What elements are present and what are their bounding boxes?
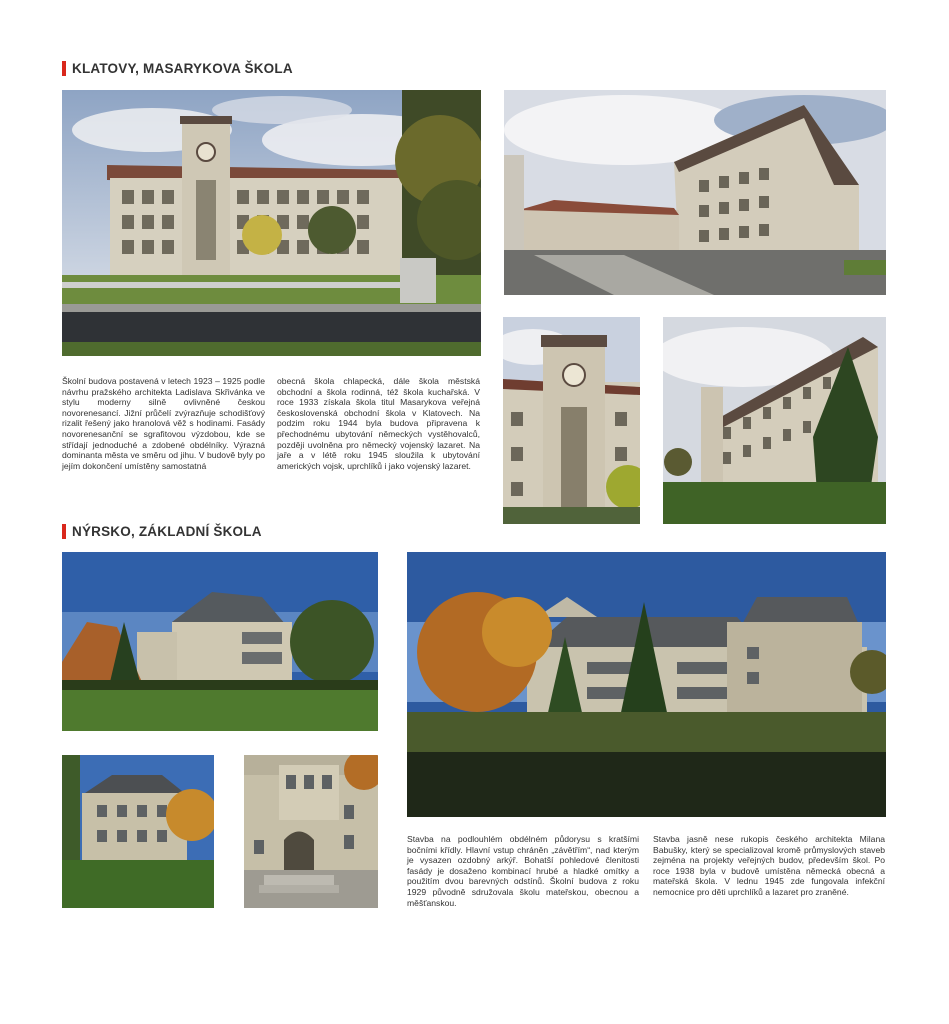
section1-text-right: obecná škola chlapecká, dále škola městská obchodní a škola rodinná, též škola kuchařská. V roce 1933 získala škola titul Masarykova veřejná československá obchodní škola v Klatovech. Na podzim roku 1944 byla budova připravena k přechodnému ubytování německých vystěhovalců, později uvolněna pro německý vojenský lazaret. Na jaře a v létě roku 1945 sloužila k ubytování amerických vojsk, uprchlíků i jako vojenský lazaret. — [277, 376, 480, 471]
photo-nyrsko-school-front-small — [62, 755, 214, 908]
section1-text-left: Školní budova postavená v letech 1923 – 1925 podle návrhu pražského architekta Ladislava Skřivánka ve stylu moderny silně ovlivněné českou novorenesancí. Jižní průčelí zvýrazňuje schodišťový rizalit řešený jako hranolová věž s hodinami. Fasády novorenesanční se sgrafitovou výzdobou, kde se střídají jednoduché a zdobené obdélníky. Výrazná dominanta města ve směru od jihu. V budově byly po jejím dokončení umístěny samostatná — [62, 376, 265, 471]
section2-text-right: Stavba jasně nese rukopis českého architekta Milana Babušky, který se specializoval kromě průmyslových staveb zejména na projekty veřejných budov, především škol. Po roce 1938 byla v budově umístěna německá obecná a mateřská škola. V lednu 1945 zde fungovala infekční nemocnice pro děti uprchlíků a lazaret pro zraněné. — [653, 834, 885, 897]
section2-text-left: Stavba na podlouhlém obdélném půdorysu s kratšími bočními křídly. Hlavní vstup chráněn „závětřím“, nad kterým je vysazen ozdobný arkýř. Bohatší pohledové členitosti fasády je dosaženo kombinací hrubé a hladké omítky a použitím dvou barevných odstínů. Školní budova z roku 1929 původně sdružovala školu mateřskou, obecnou a měšťanskou. — [407, 834, 639, 908]
heading-text: KLATOVY, MASARYKOVA ŠKOLA — [72, 61, 293, 76]
heading-accent-bar — [62, 524, 66, 539]
photo-klatovy-school-side — [504, 90, 886, 295]
heading-text: NÝRSKO, ZÁKLADNÍ ŠKOLA — [72, 524, 262, 539]
section-heading-nyrsko — [62, 524, 262, 539]
photo-klatovy-school-front — [62, 90, 481, 356]
section-heading-klatovy — [62, 61, 293, 76]
photo-nyrsko-entrance — [244, 755, 378, 908]
photo-nyrsko-school-wide — [407, 552, 886, 817]
photo-nyrsko-school-corner — [62, 552, 378, 731]
photo-klatovy-tower-detail — [503, 317, 640, 524]
photo-klatovy-side-wing — [663, 317, 886, 524]
heading-accent-bar — [62, 61, 66, 76]
